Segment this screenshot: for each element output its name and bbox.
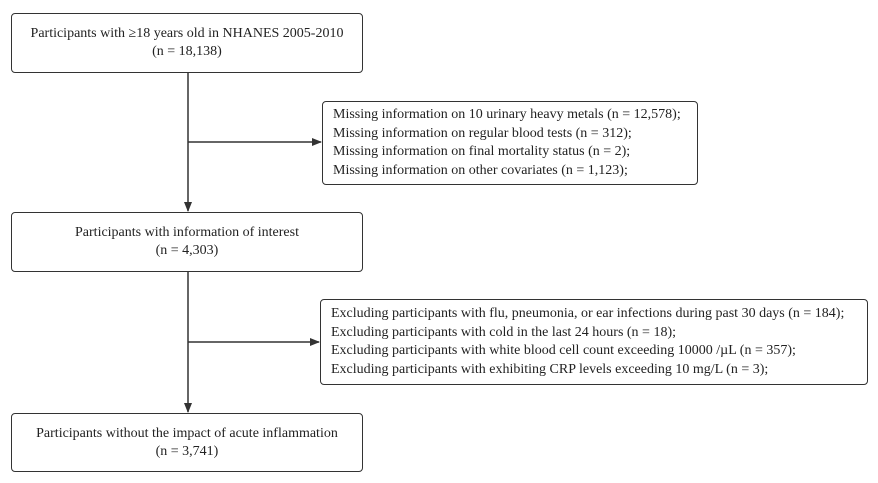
exclusion-box-inflammation: [320, 299, 868, 385]
box-title: Participants with ≥18 years old in NHANES 2005-2010: [30, 26, 344, 41]
box-information-of-interest: [11, 212, 363, 272]
box-title: Participants without the impact of acute inflammation: [36, 425, 338, 441]
exclusion-box-missing: [322, 101, 698, 185]
box-count: (n = 18,138): [152, 44, 222, 59]
exclusion-item: Excluding participants with flu, pneumonia, or ear infections during past 30 days (n = 184);: [331, 306, 845, 321]
exclusion-item: Excluding participants with exhibiting CRP levels exceeding 10 mg/L (n = 3);: [331, 361, 769, 377]
box-initial-participants: [11, 13, 363, 73]
box-count: (n = 4,303): [155, 243, 219, 258]
box-final-participants: [11, 413, 363, 472]
exclusion-item: Excluding participants with cold in the last 24 hours (n = 18);: [331, 324, 677, 340]
exclusion-item: Excluding participants with white blood cell count exceeding 10000 /µL (n = 357);: [331, 343, 796, 358]
box-title: Participants with information of interest: [75, 225, 299, 240]
exclusion-item: Missing information on 10 urinary heavy metals (n = 12,578);: [333, 107, 681, 122]
exclusion-item: Missing information on final mortality status (n = 2);: [333, 144, 631, 159]
exclusion-item: Missing information on regular blood tests (n = 312);: [333, 125, 632, 141]
box-count: (n = 3,741): [155, 443, 219, 459]
exclusion-item: Missing information on other covariates (n = 1,123);: [333, 162, 628, 178]
